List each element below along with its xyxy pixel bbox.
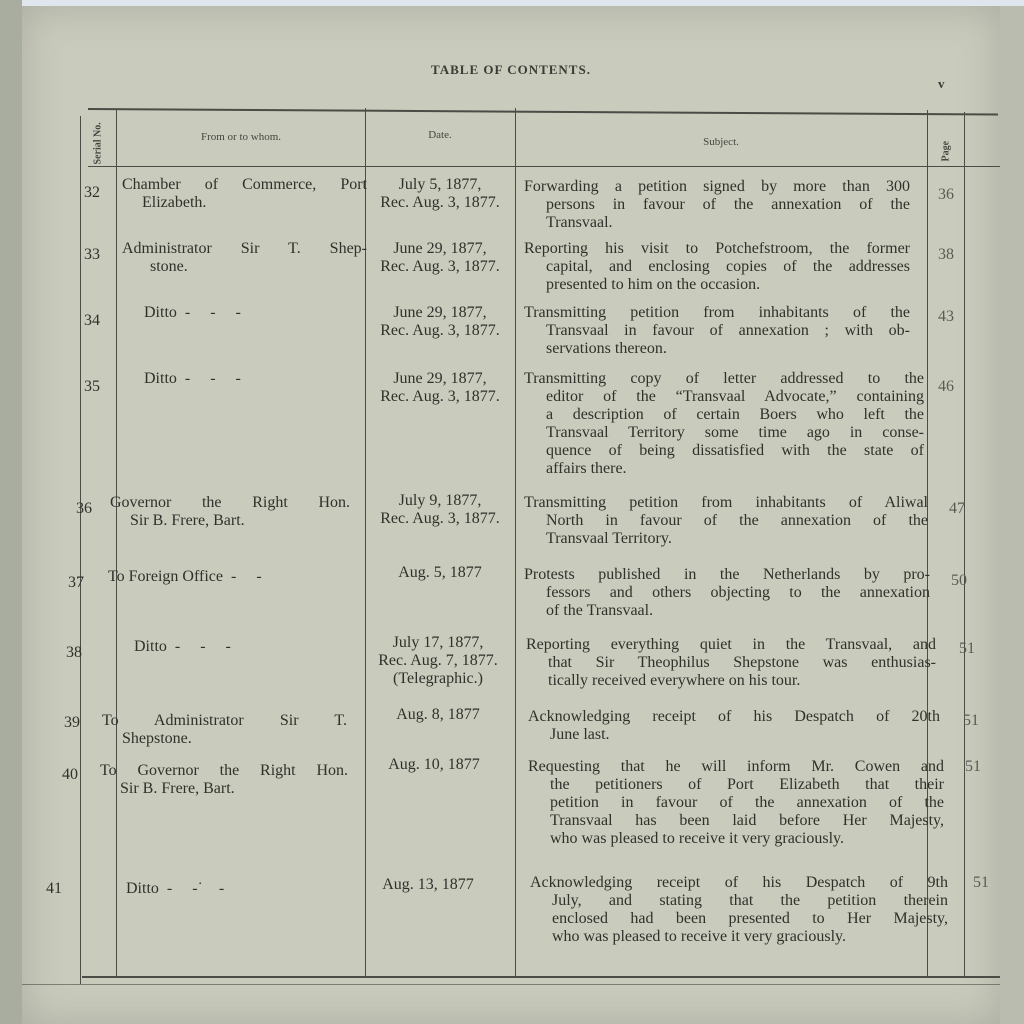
subject-cell: Transmitting copy of letter addressed to the editor of the “Transvaal Advocate,” containing a description of certain Boers who left the Transvaal Territory some time ago in conse- quence of being dissatisfied with the state of affairs there. bbox=[524, 370, 924, 477]
serial-number: 35 bbox=[84, 378, 100, 395]
page-bottom-rule bbox=[22, 984, 1000, 985]
from-cell: Ditto - - - bbox=[134, 638, 231, 655]
col-rule-date bbox=[365, 108, 366, 976]
page-ref: 46 bbox=[938, 378, 954, 395]
header-date: Date. bbox=[428, 129, 452, 141]
serial-number: 32 bbox=[84, 184, 100, 201]
header-serial: Serial No. bbox=[92, 122, 104, 165]
col-rule-right bbox=[964, 112, 965, 976]
page-ref: 50 bbox=[951, 572, 967, 589]
page-ref: 38 bbox=[938, 246, 954, 263]
from-cell: Ditto - -˙ - bbox=[126, 880, 225, 897]
page-ref: 51 bbox=[973, 874, 989, 891]
date-cell: July 9, 1877, Rec. Aug. 3, 1877. bbox=[380, 492, 500, 527]
serial-number: 41 bbox=[46, 880, 62, 897]
page-title: TABLE OF CONTENTS. bbox=[431, 62, 591, 77]
col-rule-subject bbox=[515, 108, 516, 976]
subject-cell: Transmitting petition from inhabitants of the Transvaal in favour of annexation ; with ob- servations thereon. bbox=[524, 304, 910, 357]
from-cell: To Foreign Office - - bbox=[108, 568, 262, 585]
page-ref: 47 bbox=[949, 500, 965, 517]
subject-cell: Acknowledging receipt of his Despatch of 9th July, and stating that the petition therein enclosed had been presented to Her Majesty, who was pleased to receive it very graciously. bbox=[530, 874, 948, 945]
header-from: From or to whom. bbox=[200, 131, 282, 143]
date-cell: Aug. 10, 1877 bbox=[388, 756, 480, 773]
serial-number: 33 bbox=[84, 246, 100, 263]
serial-number: 37 bbox=[68, 574, 84, 591]
col-rule-from bbox=[116, 110, 117, 976]
serial-number: 36 bbox=[76, 500, 92, 517]
serial-number: 39 bbox=[64, 714, 80, 731]
date-cell: Aug. 8, 1877 bbox=[396, 706, 480, 723]
page-ref: 51 bbox=[959, 640, 975, 657]
serial-number: 38 bbox=[66, 644, 82, 661]
date-cell: June 29, 1877, Rec. Aug. 3, 1877. bbox=[380, 370, 500, 405]
serial-number: 34 bbox=[84, 312, 100, 329]
from-cell: Ditto - - - bbox=[144, 370, 241, 387]
serial-number: 40 bbox=[62, 766, 78, 783]
date-cell: July 5, 1877, Rec. Aug. 3, 1877. bbox=[380, 176, 500, 211]
header-page: Page bbox=[940, 140, 952, 162]
date-cell: June 29, 1877, Rec. Aug. 3, 1877. bbox=[380, 304, 500, 339]
page-ref: 51 bbox=[963, 712, 979, 729]
page-ref: 43 bbox=[938, 308, 954, 325]
date-cell: July 17, 1877, Rec. Aug. 7, 1877. (Telegraphic.) bbox=[378, 634, 498, 687]
document-page bbox=[22, 6, 1000, 1024]
from-cell: Governor the Right Hon. Sir B. Frere, Bart. bbox=[110, 494, 350, 529]
date-cell: June 29, 1877, Rec. Aug. 3, 1877. bbox=[380, 240, 500, 275]
subject-cell: Reporting everything quiet in the Transvaal, and that Sir Theophilus Shepstone was enthusias- tically received everywhere on his tour. bbox=[526, 636, 936, 689]
page-number: v bbox=[938, 76, 945, 91]
table-header-rule bbox=[88, 166, 1000, 167]
header-subject: Subject. bbox=[703, 136, 739, 148]
from-cell: Chamber of Commerce, Port Elizabeth. bbox=[122, 176, 367, 211]
table-bottom-rule bbox=[82, 976, 1000, 978]
from-cell: Administrator Sir T. Shep- stone. bbox=[122, 240, 367, 275]
subject-cell: Forwarding a petition signed by more than 300 persons in favour of the annexation of the Transvaal. bbox=[524, 178, 910, 231]
subject-cell: Transmitting petition from inhabitants of Aliwal North in favour of the annexation of the Transvaal Territory. bbox=[524, 494, 928, 547]
page-ref: 51 bbox=[965, 758, 981, 775]
page-ref: 36 bbox=[938, 186, 954, 203]
table-top-rule bbox=[88, 108, 998, 116]
from-cell: To Administrator Sir T. Shepstone. bbox=[102, 712, 347, 747]
date-cell: Aug. 13, 1877 bbox=[382, 876, 474, 893]
subject-cell: Protests published in the Netherlands by pro- fessors and others objecting to the annexation of the Transvaal. bbox=[524, 566, 930, 619]
subject-cell: Acknowledging receipt of his Despatch of 20th June last. bbox=[528, 708, 940, 743]
photo-background-left bbox=[0, 0, 22, 1024]
date-cell: Aug. 5, 1877 bbox=[398, 564, 482, 581]
from-cell: Ditto - - - bbox=[144, 304, 241, 321]
subject-cell: Requesting that he will inform Mr. Cowen and the petitioners of Port Elizabeth that their petition in favour of the annexation of the Transvaal has been laid before Her Majesty, who was pleased to receive it very graciously. bbox=[528, 758, 944, 847]
subject-cell: Reporting his visit to Potchefstroom, the former capital, and enclosing copies of the addresses presented to him on the occasion. bbox=[524, 240, 910, 293]
from-cell: To Governor the Right Hon. Sir B. Frere, Bart. bbox=[100, 762, 348, 797]
